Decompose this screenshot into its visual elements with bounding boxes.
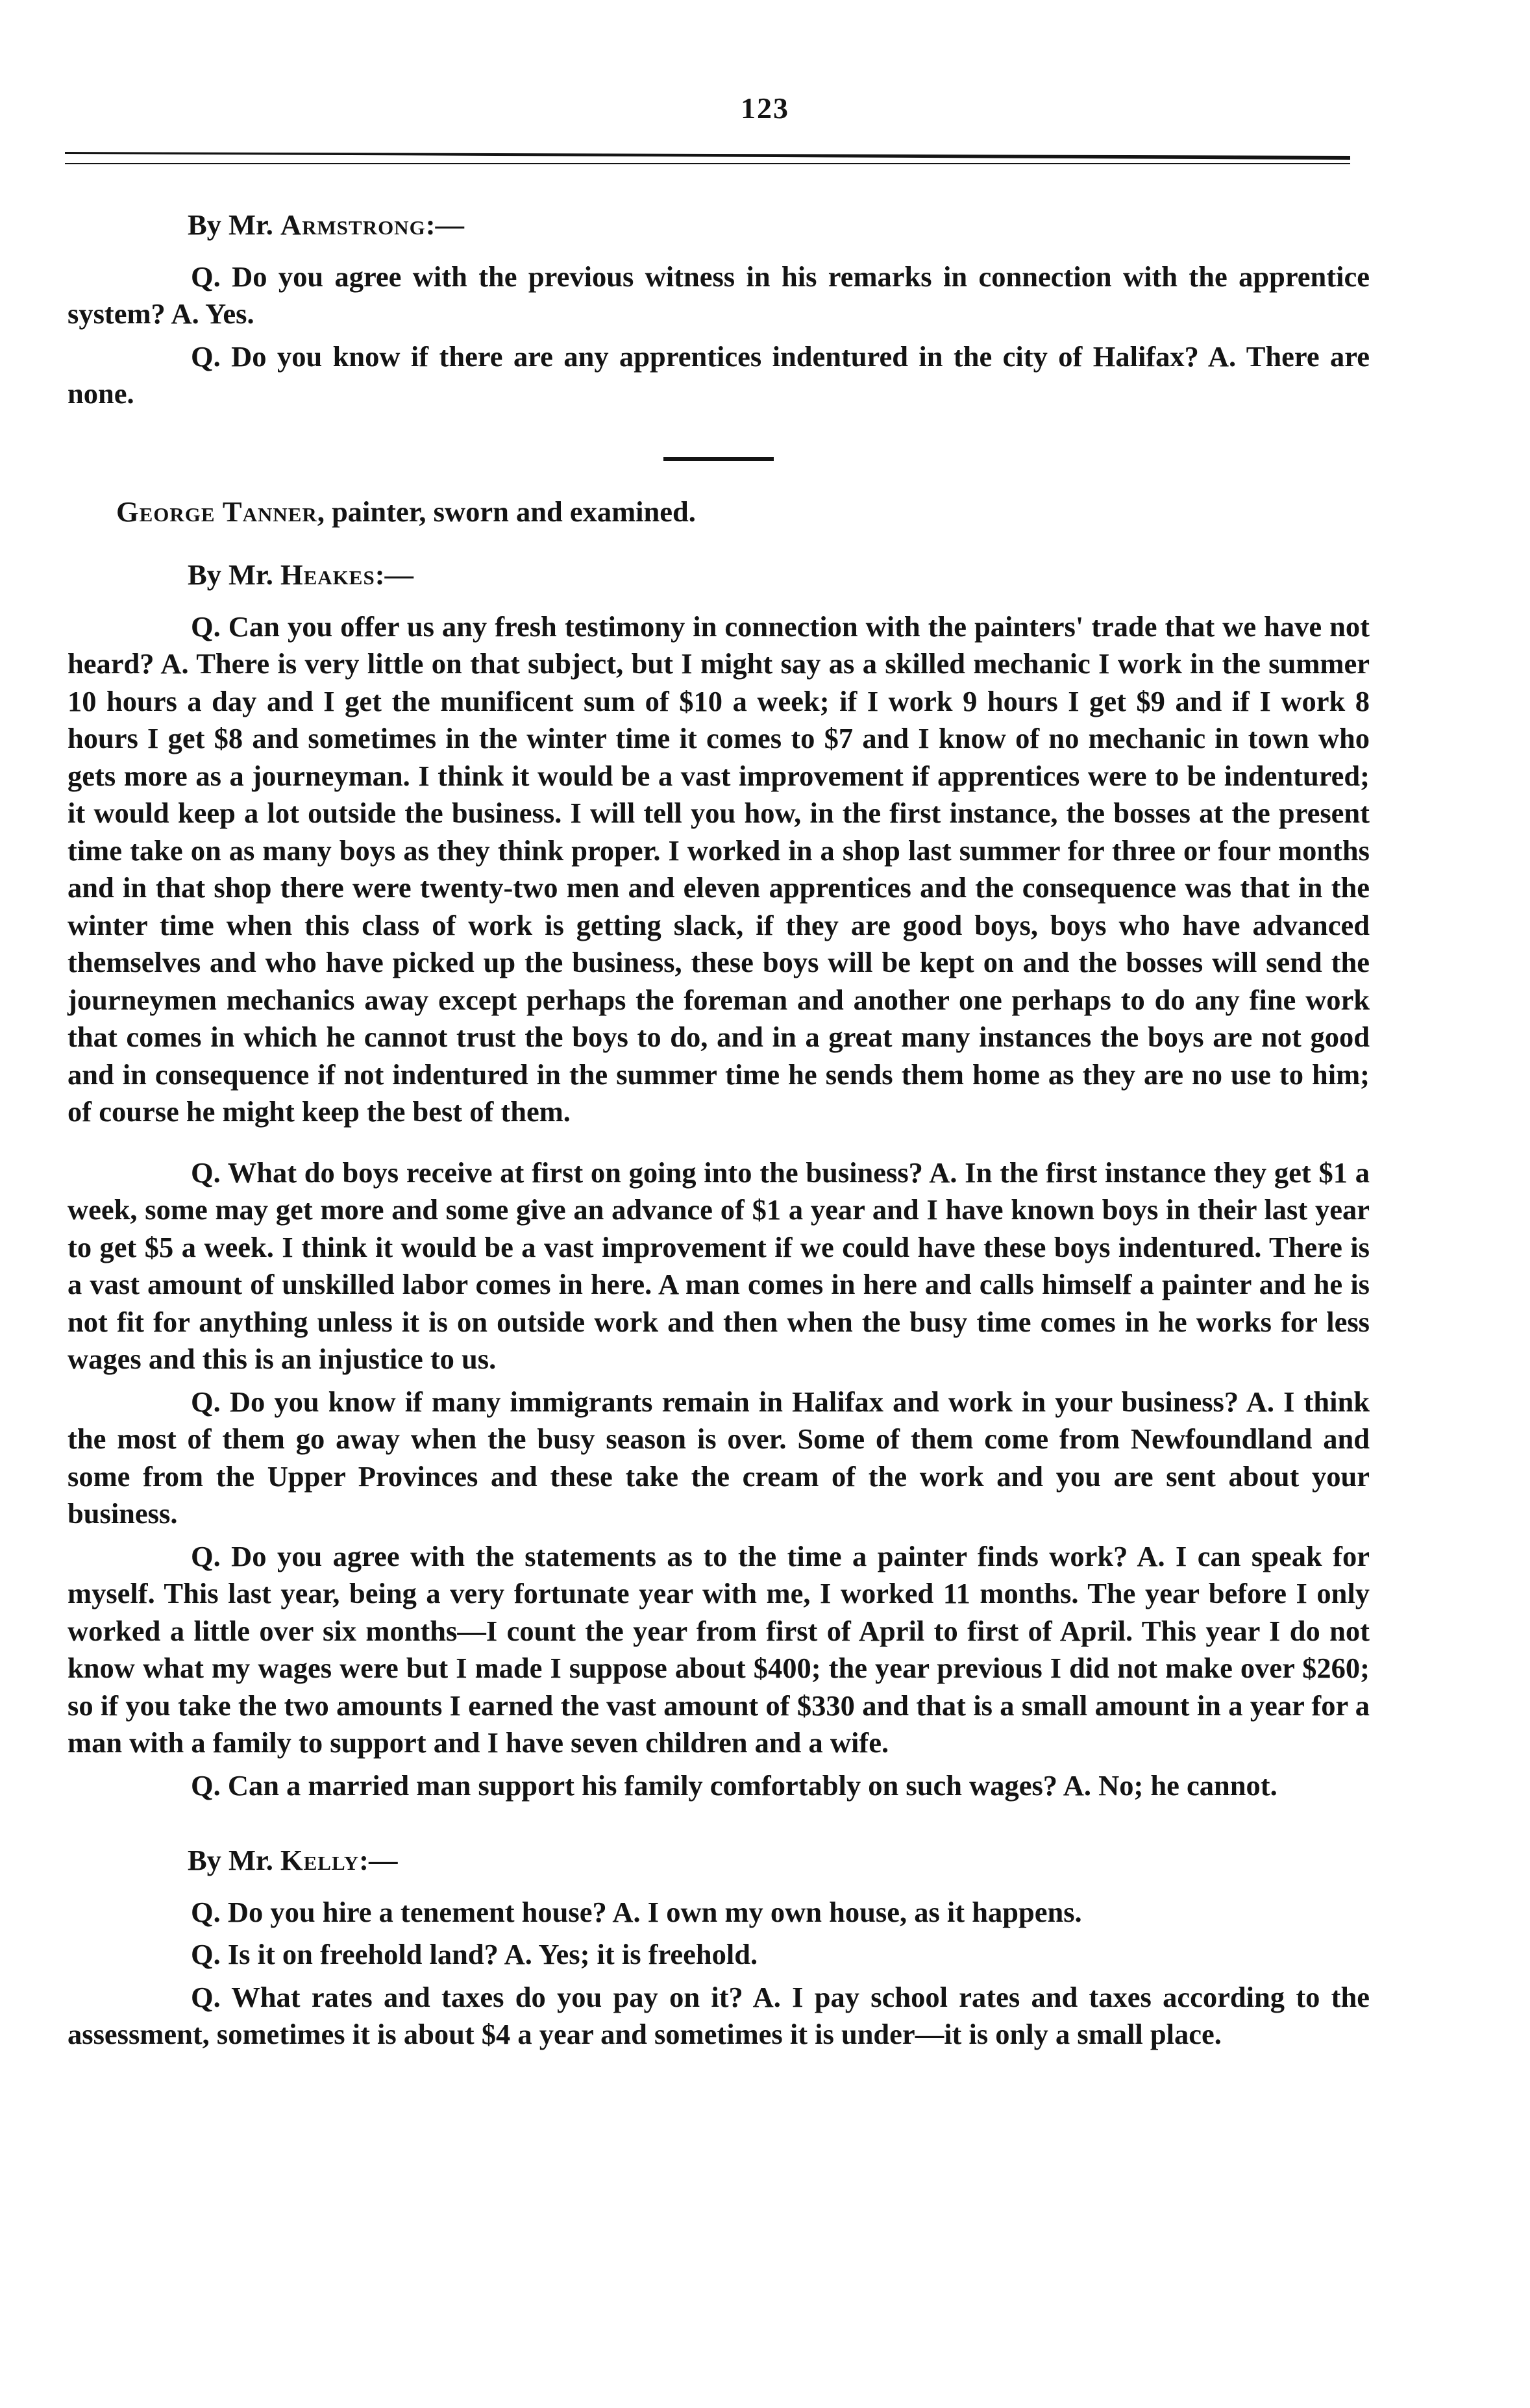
qa-paragraph: Q. Can you offer us any fresh testimony in connection with the painters' trade that we have not heard? A. There is very little on that subject, but I might say as a skilled mechanic I work in the summer 10 hours a day and I get the munificent sum of $10 a week; if I work 9 hours I get $9 and if I work 8 hours I get $8 and sometimes in the winter time it comes to $7 and I know of no mechanic in town who gets more as a journeyman. I think it would be a vast improvement if apprentices were to be indentured; it would keep a lot outside the business. I will tell you how, in the first instance, the bosses at the present time take on as many boys as they think proper. I worked in a shop last summer for three or four months and in that shop there were twenty-two men and eleven apprentices and the consequence was that in the winter time when this class of work is getting slack, if they are good boys, boys who have advanced themselves and who have picked up the business, these boys will be kept on and the bosses will send the journeymen mechanics away except perhaps the foreman and another one perhaps to do any fine work that comes in which he cannot trust the boys to do, and in a great many instances the boys are not good and in consequence if not indentured in the summer time he sends them home as they are no use to him; of course he might keep the best of them. [68, 610, 1370, 1128]
byline-prefix: By Mr. [188, 558, 273, 591]
qa-paragraph: Q. What rates and taxes do you pay on it? A. I pay school rates and taxes according to the assessment, sometimes it is about $4 a year and sometimes it is under—it is only a small place. [68, 1980, 1370, 2050]
qa-paragraph: Q. Is it on freehold land? A. Yes; it is freehold. [191, 1938, 758, 1970]
byline-armstrong [188, 206, 1370, 244]
testimony-body [68, 206, 1370, 2054]
examiner-name: Armstrong [280, 208, 426, 241]
byline-prefix: By Mr. [188, 1844, 273, 1876]
examiner-name: Kelly [280, 1844, 360, 1876]
qa-paragraph: Q. Do you know if many immigrants remain in Halifax and work in your business? A. I think the most of them go away when the busy season is over. Some of them come from Newfoundland and some from the Upper Provinces and these take the cream of the work and you are sent about your business. [68, 1385, 1370, 1530]
witness-heading [116, 493, 1370, 531]
witness-description: , painter, sworn and examined. [317, 495, 696, 528]
examiner-name: Heakes [280, 558, 375, 591]
byline-kelly [188, 1842, 1370, 1880]
qa-paragraph: Q. Do you hire a tenement house? A. I own my own house, as it happens. [191, 1895, 1082, 1928]
header-rule [65, 148, 1350, 168]
qa-paragraph: Q. Do you know if there are any apprentices indentured in the city of Halifax? A. There are none. [68, 340, 1370, 410]
qa-paragraph: Q. What do boys receive at first on going into the business? A. In the first instance they get $1 a week, some may get more and some give an advance of $1 a year and I have known boys in their last year to get $5 a week. I think it would be a vast improvement if we could have these boys indentured. There is a vast amount of unskilled labor comes in here. A man comes in here and calls himself a painter and he is not fit for anything unless it is on outside work and then when the busy time comes in he works for less wages and this is an injustice to us. [68, 1156, 1370, 1375]
qa-paragraph: Q. Can a married man support his family comfortably on such wages? A. No; he cannot. [191, 1769, 1277, 1802]
witness-name: George Tanner [116, 495, 317, 528]
byline-suffix: :— [375, 558, 414, 591]
byline-prefix: By Mr. [188, 208, 273, 241]
qa-paragraph: Q. Do you agree with the statements as to the time a painter finds work? A. I can speak for myself. This last year, being a very fortunate year with me, I worked 11 months. The year before I only worked a little over six months—I count the year from first of April to first of April. This year I do not know what my wages were but I made I suppose about $400; the year previous I did not make over $260; so if you take the two amounts I earned the vast amount of $330 and that is a small amount in a year for a man with a family to support and I have seven children and a wife. [68, 1539, 1370, 1759]
byline-heakes [188, 556, 1370, 594]
qa-paragraph: Q. Do you agree with the previous witness in his remarks in connection with the apprentice system? A. Yes. [68, 260, 1370, 330]
byline-suffix: :— [425, 208, 465, 241]
byline-suffix: :— [359, 1844, 398, 1876]
page-number: 123 [741, 92, 789, 125]
section-divider [663, 457, 774, 461]
